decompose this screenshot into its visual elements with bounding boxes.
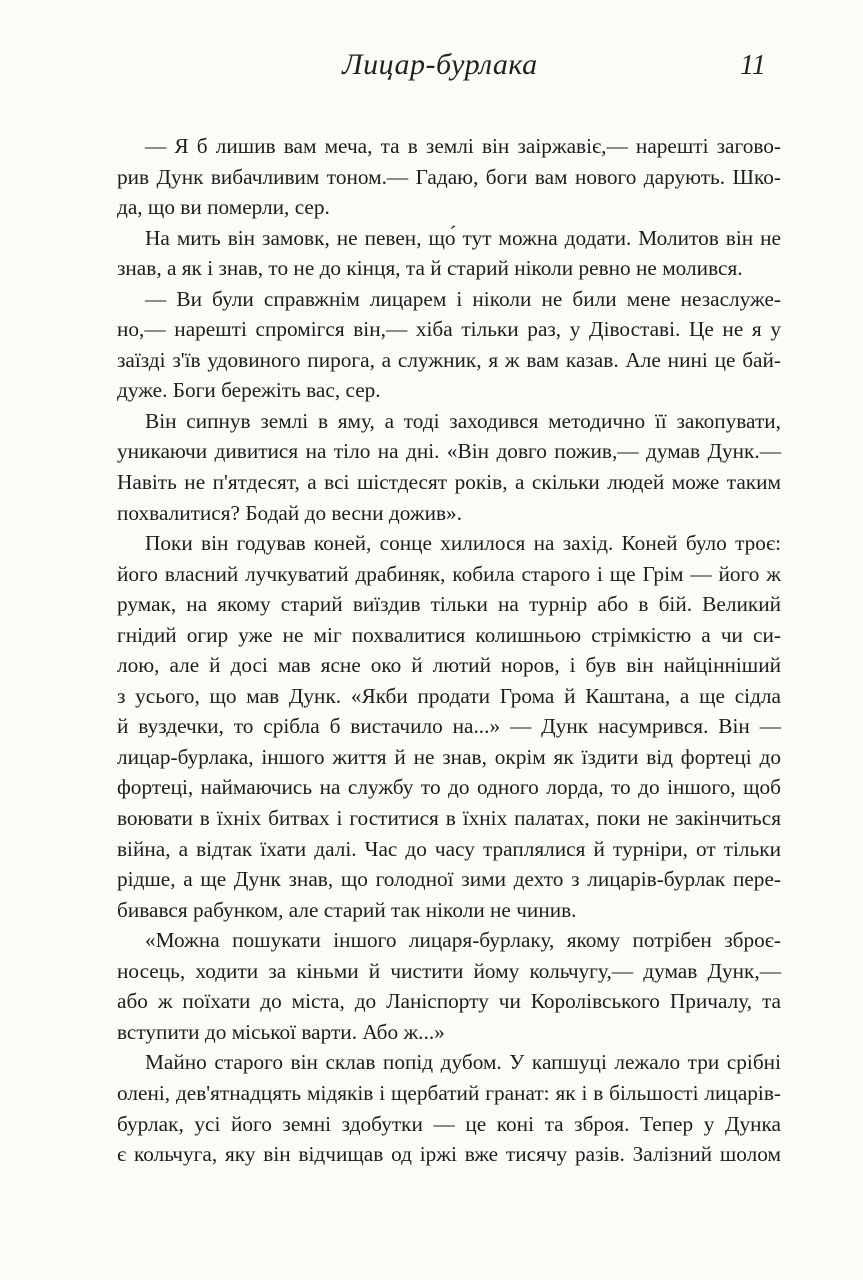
paragraph [117, 528, 781, 925]
paragraph [117, 925, 781, 1047]
paragraph [117, 284, 781, 406]
text-line: гнідий огир уже не міг похвалитися колишньою стрімкістю а чи си- [117, 622, 781, 647]
text-line: війна, а відтак їхати далі. Час до часу траплялися й турніри, от тільки [117, 836, 781, 861]
text-line: олені, дев'ятнадцять мідяків і щербатий гранат: як і в більшості лицарів- [117, 1080, 781, 1105]
text-line: На мить він замовк, не певен, що́ тут можна додати. Молитов він не [145, 225, 781, 250]
text-line: Він сипнув землі в яму, а тоді заходився методично її закопувати, [145, 408, 781, 433]
paragraph [117, 406, 781, 528]
text-line: заїзді з'їв удовиного пирога, а служник, я ж вам казав. Але нині це бай- [117, 347, 781, 372]
text-line: лою, але й досі мав ясне око й лютий норов, і був він найцінніший [117, 653, 781, 678]
text-line: вступити до міської варти. Або ж...» [117, 1019, 445, 1044]
text-line: бурлак, усі його земні здобутки — це коні та зброя. Тепер у Дунка [117, 1111, 781, 1136]
text-line: уникаючи дивитися на тіло на дні. «Він довго пожив,— думав Дунк.— [117, 439, 781, 464]
text-line: — Ви були справжнім лицарем і ніколи не били мене незаслуже- [145, 286, 781, 311]
paragraph [117, 1047, 781, 1169]
text-line: є кольчуга, яку він відчищав од іржі вже тисячу разів. Залізний шолом [117, 1142, 781, 1167]
paragraph [117, 131, 781, 223]
text-line: з усього, що мав Дунк. «Якби продати Грома й Каштана, а ще сідла [117, 683, 781, 708]
text-line: да, що ви померли, сер. [117, 195, 330, 220]
text-line: або ж поїхати до міста, до Ланіспорту чи Королівського Причалу, та [117, 989, 781, 1014]
text-line: воювати в їхніх битвах і гоститися в їхніх палатах, поки не закінчиться [117, 806, 781, 831]
text-line: Майно старого він склав попід дубом. У капшуці лежало три срібні [145, 1050, 781, 1075]
text-line: й вуздечки, то срібла б вистачило на...» — Дунк насумрився. Він — [117, 714, 781, 739]
text-line: фортеці, наймаючись на службу то до одного лорда, то до іншого, щоб [117, 775, 781, 800]
text-line: його власний лучкуватий драбиняк, кобила старого і ще Грім — його ж [117, 561, 781, 586]
text-line: Поки він годував коней, сонце хилилося на захід. Коней було троє: [145, 531, 781, 556]
running-header-title: Лицар-бурлака [342, 48, 538, 81]
paragraph [117, 223, 781, 284]
text-line: носець, ходити за кіньми й чистити йому кольчугу,— думав Дунк,— [117, 958, 781, 983]
text-line: «Можна пошукати іншого лицаря-бурлаку, якому потрібен зброє- [145, 928, 781, 953]
text-line: рідше, а ще Дунк знав, що голодної зими дехто з лицарів-бурлак пере- [117, 867, 781, 892]
text-line: лицар-бурлака, іншого життя й не знав, окрім як їздити від фортеці до [117, 744, 781, 769]
text-line: но,— нарешті спромігся він,— хіба тільки раз, у Дівоставі. Це не я у [117, 317, 781, 342]
text-line: похвалитися? Бодай до весни дожив». [117, 500, 462, 525]
page-number: 11 [740, 50, 766, 81]
text-line: бивався рабунком, але старий так ніколи не чинив. [117, 897, 577, 922]
text-line: рив Дунк вибачливим тоном.— Гадаю, боги вам нового дарують. Шко- [117, 164, 781, 189]
text-line: румак, на якому старий виїздив тільки на турнір або в бій. Великий [117, 592, 781, 617]
text-line: — Я б лишив вам меча, та в землі він заіржавіє,— нарешті загово- [145, 134, 781, 158]
text-line: дуже. Боги бережіть вас, сер. [117, 378, 381, 403]
body-text [117, 131, 781, 1170]
text-line: знав, а як і знав, то не до кінця, та й старий ніколи ревно не молився. [117, 256, 743, 281]
text-line: Навіть не п'ятдесят, а всі шістдесят років, а скільки людей може таким [117, 470, 781, 495]
